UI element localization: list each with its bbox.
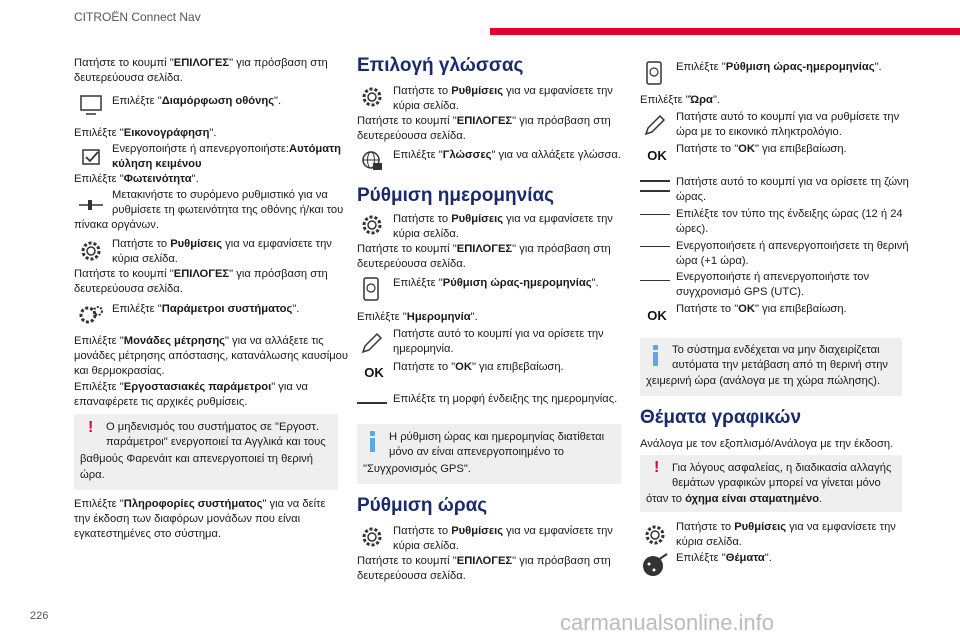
text-line: Ενεργοποιήστε ή απενεργοποιήστε:Αυτόματη bbox=[112, 143, 341, 155]
pencil-icon bbox=[357, 330, 387, 356]
text-line: Πατήστε το κουμπί "ΕΠΙΛΟΓΕΣ" για πρόσβαση στη bbox=[74, 57, 328, 69]
note-line: όταν το όχημα είναι σταματημένο. bbox=[646, 493, 823, 505]
text-line: Επιλέξτε "Ρύθμιση ώρας-ημερομηνίας". bbox=[393, 277, 599, 289]
text-line: ώρα (+1 ώρα). bbox=[676, 255, 749, 267]
info-icon bbox=[370, 431, 375, 452]
warning-icon: ! bbox=[654, 459, 660, 476]
text-line: δευτερεύουσα σελίδα. bbox=[74, 283, 183, 295]
text-line: Πατήστε το "OK" για επιβεβαίωση. bbox=[676, 143, 847, 155]
text-line: ημερομηνία. bbox=[393, 343, 454, 355]
text-line: επαναφέρετε τις αρχικές ρυθμίσεις. bbox=[74, 396, 248, 408]
text-line: Ενεργοποιήστε ή απενεργοποιήστε τον bbox=[676, 271, 870, 283]
text-line: Επιλέξτε τη μορφή ένδειξης της ημερομηνίας. bbox=[393, 393, 618, 405]
slider-icon bbox=[76, 192, 106, 218]
header-accent-bar bbox=[490, 28, 960, 35]
theme-palette-icon bbox=[640, 552, 670, 578]
text-line: Πατήστε το Ρυθμίσεις για να εμφανίσετε την bbox=[393, 85, 613, 97]
text-line: κύληση κειμένου bbox=[112, 158, 202, 170]
timezone-line-icon bbox=[640, 180, 670, 182]
text-line: Πατήστε το κουμπί "ΕΠΙΛΟΓΕΣ" για πρόσβαση στη bbox=[74, 268, 328, 280]
text-line: Επιλέξτε "Θέματα". bbox=[676, 552, 772, 564]
section-heading-time: Ρύθμιση ώρας bbox=[357, 495, 488, 516]
phone-clock-icon bbox=[640, 60, 670, 86]
display-icon bbox=[76, 92, 106, 118]
text-line: Πατήστε το Ρυθμίσεις για να εμφανίσετε την bbox=[393, 213, 613, 225]
gear-icon bbox=[357, 524, 387, 550]
pencil-icon bbox=[640, 112, 670, 138]
text-line: δευτερεύουσα σελίδα. bbox=[357, 130, 466, 142]
note-line: μόνο αν είναι απενεργοποιημένο το bbox=[389, 446, 564, 458]
note-line: Ο μηδενισμός του συστήματος σε "Εργοστ. bbox=[106, 421, 320, 433]
text-line: Επιλέξτε "Πληροφορίες συστήματος" για να δείτε bbox=[74, 498, 326, 510]
checkbox-icon bbox=[76, 144, 106, 170]
section-heading-themes: Θέματα γραφικών bbox=[640, 407, 802, 428]
note-line: Το σύστημα ενδέχεται να μην διαχειρίζεται bbox=[672, 344, 880, 356]
text-line: Επιλέξτε "Ώρα". bbox=[640, 94, 721, 106]
text-line: ώρες). bbox=[676, 223, 709, 235]
ok-button[interactable]: OK bbox=[647, 308, 667, 323]
warning-icon: ! bbox=[88, 419, 94, 436]
text-line: δευτερεύουσα σελίδα. bbox=[357, 258, 466, 270]
format-line-icon bbox=[640, 214, 670, 215]
text-line: και θερμοκρασίας. bbox=[74, 365, 165, 377]
text-line: κύρια σελίδα. bbox=[112, 253, 178, 265]
text-line: Πατήστε αυτό το κουμπί για να ορίσετε τη ζώνη bbox=[676, 176, 909, 188]
text-line: Πατήστε το κουμπί "ΕΠΙΛΟΓΕΣ" για πρόσβαση στη bbox=[357, 243, 611, 255]
text-line: δευτερεύουσα σελίδα. bbox=[357, 570, 466, 582]
note-line: παράμετροι" ενεργοποιεί τα Αγγλικά και τους bbox=[106, 436, 326, 448]
text-line: την έκδοση των διαφόρων μονάδων που είναι bbox=[74, 513, 301, 525]
text-line: μονάδες μέτρησης απόστασης, κατανάλωσης καυσίμου bbox=[74, 350, 349, 362]
text-line: κύρια σελίδα. bbox=[676, 536, 742, 548]
section-heading-language: Επιλογή γλώσσας bbox=[357, 55, 524, 76]
note-line: αυτόματα την μετάβαση από τη θερινή στην bbox=[672, 359, 889, 371]
header-title: CITROËN Connect Nav bbox=[74, 10, 201, 24]
text-line: Πατήστε το Ρυθμίσεις για να εμφανίσετε την bbox=[112, 238, 332, 250]
gear-icon bbox=[357, 84, 387, 110]
format-line-icon bbox=[357, 402, 387, 404]
gear-icon bbox=[76, 238, 106, 264]
text-line: Μετακινήστε το συρόμενο ρυθμιστικό για να bbox=[112, 189, 328, 201]
text-line: Επιλέξτε "Εργοστασιακές παράμετροι" για να bbox=[74, 381, 308, 393]
text-line: Πατήστε το "OK" για επιβεβαίωση. bbox=[676, 303, 847, 315]
text-line: Επιλέξτε τον τύπο της ένδειξης ώρας (12 ή 24 bbox=[676, 208, 903, 220]
text-line: Πατήστε το κουμπί "ΕΠΙΛΟΓΕΣ" για πρόσβαση στη bbox=[357, 555, 611, 567]
note-line: θεμάτων γραφικών μπορεί να γίνεται μόνο bbox=[672, 477, 881, 489]
note-line: ώρα. bbox=[80, 469, 105, 481]
text-line: Επιλέξτε "Διαμόρφωση οθόνης". bbox=[112, 95, 282, 107]
text-line: Πατήστε αυτό το κουμπί για να ορίσετε την bbox=[393, 328, 604, 340]
note-line: χειμερινή ώρα (ανάλογα με τη χώρα πώλησης). bbox=[646, 375, 881, 387]
note-line: "Συγχρονισμός GPS". bbox=[363, 463, 471, 475]
text-line: Επιλέξτε "Γλώσσες" για να αλλάξετε γλώσσα. bbox=[393, 149, 621, 161]
text-line: ρυθμίσετε τη φωτεινότητα της οθόνης ή/και του bbox=[112, 204, 344, 216]
text-line: Επιλέξτε "Ημερομηνία". bbox=[357, 311, 478, 323]
ok-button[interactable]: OK bbox=[647, 148, 667, 163]
text-line: Επιλέξτε "Φωτεινότητα". bbox=[74, 173, 199, 185]
text-line: Επιλέξτε "Μονάδες μέτρησης" για να αλλάξετε τις bbox=[74, 335, 324, 347]
timezone-line-icon bbox=[640, 190, 670, 192]
text-line: Επιλέξτε "Ρύθμιση ώρας-ημερομηνίας". bbox=[676, 61, 882, 73]
note-line: Η ρύθμιση ώρας και ημερομηνίας διατίθεται bbox=[389, 431, 605, 443]
text-line: κύρια σελίδα. bbox=[393, 100, 459, 112]
text-line: δευτερεύουσα σελίδα. bbox=[74, 72, 183, 84]
text-line: Επιλέξτε "Εικονογράφηση". bbox=[74, 127, 217, 139]
text-line: κύρια σελίδα. bbox=[393, 540, 459, 552]
text-line: ώρας. bbox=[676, 191, 707, 203]
text-line: Ενεργοποιήσετε ή απενεργοποιήσετε τη θερινή bbox=[676, 240, 909, 252]
ok-button[interactable]: OK bbox=[364, 365, 384, 380]
info-icon bbox=[653, 345, 658, 366]
text-line: ώρα με το εικονικό πληκτρολόγιο. bbox=[676, 126, 842, 138]
text-line: συγχρονισμό GPS (UTC). bbox=[676, 286, 805, 298]
gear-icon bbox=[357, 212, 387, 238]
text-line: Πατήστε το Ρυθμίσεις για να εμφανίσετε την bbox=[676, 521, 896, 533]
language-icon bbox=[357, 148, 387, 174]
watermark: carmanualsonline.info bbox=[560, 610, 775, 635]
note-line: βαθμούς Φαρενάιτ και απενεργοποιεί τη θερινή bbox=[80, 453, 313, 465]
text-line: Πατήστε αυτό το κουμπί για να ρυθμίσετε την bbox=[676, 111, 900, 123]
text-line: Πατήστε το κουμπί "ΕΠΙΛΟΓΕΣ" για πρόσβαση στη bbox=[357, 115, 611, 127]
text-line: Επιλέξτε "Παράμετροι συστήματος". bbox=[112, 303, 300, 315]
page-number: 226 bbox=[30, 610, 49, 622]
section-heading-date: Ρύθμιση ημερομηνίας bbox=[357, 185, 555, 206]
settings-gears-icon bbox=[76, 302, 106, 328]
note-line: Για λόγους ασφαλείας, η διαδικασία αλλαγής bbox=[672, 462, 892, 474]
text-line: Πατήστε το "OK" για επιβεβαίωση. bbox=[393, 361, 564, 373]
text-line: κύρια σελίδα. bbox=[393, 228, 459, 240]
toggle-line-icon bbox=[640, 280, 670, 281]
phone-clock-icon bbox=[357, 276, 387, 302]
text-line: πίνακα οργάνων. bbox=[74, 219, 159, 231]
gear-icon bbox=[640, 522, 670, 548]
text-line: εγκατεστημένες στο σύστημα. bbox=[74, 528, 222, 540]
toggle-line-icon bbox=[640, 246, 670, 247]
text-line: Πατήστε το Ρυθμίσεις για να εμφανίσετε την bbox=[393, 525, 613, 537]
text-line: Ανάλογα με τον εξοπλισμό/Ανάλογα με την έκδοση. bbox=[640, 438, 894, 450]
